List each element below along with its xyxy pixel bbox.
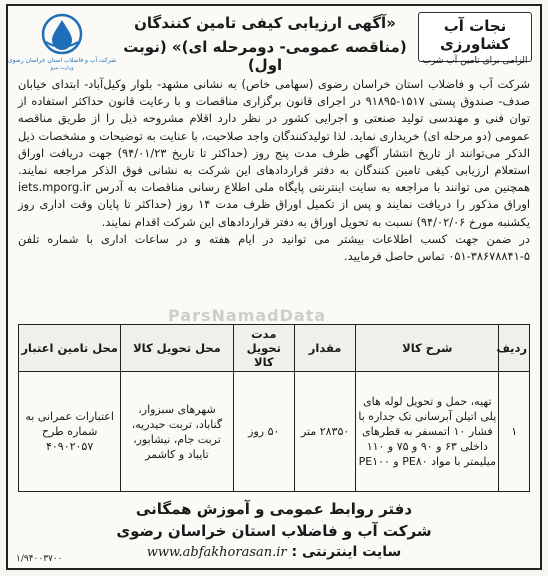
footer <box>8 500 540 560</box>
cell-index: ۱ <box>499 372 530 492</box>
cell-delivery-place: شهرهای سبزوار، گناباد، تربت حیدریه، تربت جام، نیشابور، تایباد و کاشمر <box>121 372 233 492</box>
website-label: سایت اینترنتی : <box>291 544 402 560</box>
logo-caption: شرکت آب و فاضلاب استان خراسان رضوی <box>7 57 117 64</box>
cell-quantity: ۲۸۳۵۰ متر <box>294 372 355 492</box>
water-drop-logo-icon <box>7 12 117 71</box>
campaign-subtitle: الزامی برای تامین آب شرب <box>422 56 528 66</box>
header <box>7 6 540 74</box>
footer-company: شرکت آب و فاضلاب استان خراسان رضوی <box>116 522 432 540</box>
table-row <box>19 372 530 492</box>
header-index: ردیف <box>499 325 530 372</box>
logo-ministry: وزارت نیرو <box>50 65 74 71</box>
website-link[interactable]: www.abfakhorasan.ir <box>146 545 287 560</box>
header-description: شرح کالا <box>356 325 499 372</box>
header-delivery-time: مدت تحویل کالا <box>233 325 294 372</box>
footer-department: دفتر روابط عمومی و آموزش همگانی <box>135 500 413 518</box>
notice-code: ۱/۹۴۰۰۳۷۰۰ <box>16 554 63 564</box>
footer-website <box>8 544 540 560</box>
body-paragraph-2: در ضمن جهت کسب اطلاعات بیشتر می توانید در ایام هفته و در ساعات اداری با شماره تلفن ۵-۳۸۶۷۸۸۴۱-۰۵۱ تماس حاصل فرمایید. <box>18 231 530 264</box>
campaign-badge <box>418 12 532 66</box>
items-table <box>18 324 530 492</box>
items-table-container <box>18 324 530 492</box>
notice-body <box>18 76 530 265</box>
notice-page <box>6 4 542 570</box>
watermark: ParsNamadData <box>168 306 327 325</box>
title-line-1: «آگهی ارزیابی کیفی تامین کنندگان <box>134 14 396 32</box>
company-logo <box>7 12 117 71</box>
cell-delivery-time: ۵۰ روز <box>233 372 294 492</box>
cell-description: تهیه، حمل و تحویل لوله های پلی اتیلن آبرسانی تک جداره با فشار ۱۰ اتمسفر به قطرهای داخلی ۶۳ و ۹۰ و ۷۵ و ۱۱۰ میلیمتر با مواد PE۸۰ و PE۱۰۰ <box>356 372 499 492</box>
cell-funding: اعتبارات عمرانی به شماره طرح ۴۰۹۰۲۰۵۷ <box>19 372 121 492</box>
header-delivery-place: محل تحویل کالا <box>121 325 233 372</box>
campaign-title: نجات آب کشاورزی <box>440 17 510 53</box>
table-header-row <box>19 325 530 372</box>
body-paragraph-1: شرکت آب و فاضلاب استان خراسان رضوی (سهامی خاص) به نشانی مشهد- بلوار وکیل‌آباد- ابتدای خیابان صدف- صندوق پستی ۱۵۱۷-۹۱۸۹۵ در اجرای قانون برگزاری مناقصات و با رعایت قانون حداکثر استفاده از توان فنی و مهندسی تولید صنعتی و اجرایی کشور در نظر دارد اقلام مشروحه ذیل را از طریق مناقصه عمومی (دو مرحله ای) خریداری نماید. لذا تولیدکنندگان واجد صلاحیت، با عنایت به توضیحات و مشخصات ذیل الذکر می‌توانند از تاریخ انتشار آگهی ظرف مدت پنج روز (حداکثر تا تاریخ ۹۴/۰۱/۲۳) جهت دریافت اوراق استعلام ارزیابی کیفی تامین کنندگان به دفتر قراردادهای این شرکت به نشانی فوق الذکر مراجعه نمایند. همچنین می توانند با مراجعه به سایت اینترنتی پایگاه ملی اطلاع رسانی مناقصات به آدرس iets.mporg.ir اوراق مذکور را دریافت نمایند و پس از تکمیل اوراق ظرف مدت ۱۴ روز (حداکثر تا پایان وقت اداری روز یکشنبه مورخ ۹۴/۰۲/۰۶) نسبت به تحویل اوراق به دفتر قراردادهای این شرکت اقدام نمایند. <box>18 77 530 229</box>
header-funding: محل تامین اعتبار <box>19 325 121 372</box>
header-quantity: مقدار <box>294 325 355 372</box>
notice-title <box>118 14 412 74</box>
title-line-2: (مناقصه عمومی- دومرحله ای)» (نوبت اول) <box>123 38 407 74</box>
